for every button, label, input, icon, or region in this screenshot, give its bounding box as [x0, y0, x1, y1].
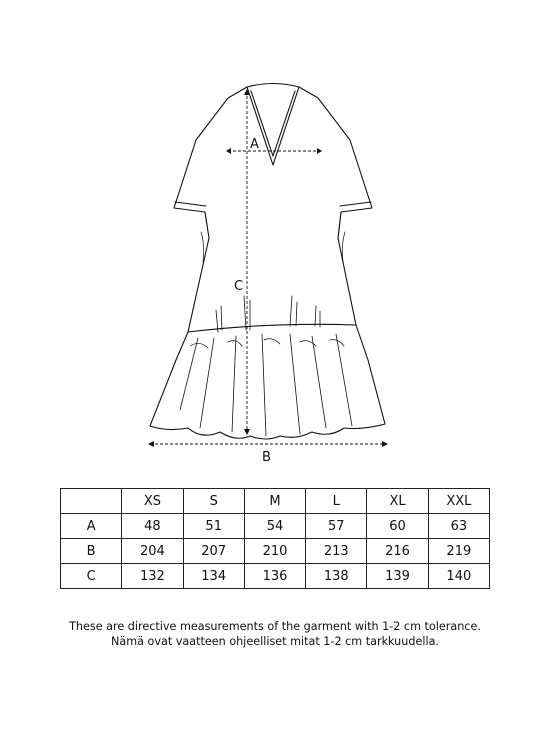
table-cell: 219: [428, 539, 489, 564]
tolerance-note-finnish: Nämä ovat vaatteen ohjeelliset mitat 1-2 cm tarkkuudella.: [111, 635, 439, 648]
table-cell: 134: [183, 564, 244, 589]
table-row: [61, 564, 490, 589]
table-cell: 213: [306, 539, 367, 564]
table-cell: 216: [367, 539, 428, 564]
tolerance-note-english: These are directive measurements of the garment with 1-2 cm tolerance.: [69, 620, 481, 633]
table-cell: 140: [428, 564, 489, 589]
measure-label-b: B: [262, 450, 271, 465]
header-cell: [61, 489, 122, 514]
row-label: A: [61, 514, 122, 539]
table-cell: 57: [306, 514, 367, 539]
tier-seam: [188, 324, 356, 332]
header-cell: XL: [367, 489, 428, 514]
measure-label-a: A: [250, 137, 259, 152]
neckline: [247, 84, 299, 166]
dress-right-side: [299, 87, 372, 325]
header-cell: M: [244, 489, 305, 514]
table-cell: 139: [367, 564, 428, 589]
row-label: C: [61, 564, 122, 589]
table-cell: 63: [428, 514, 489, 539]
header-cell: XXL: [428, 489, 489, 514]
size-chart-table: [60, 488, 490, 589]
table-cell: 54: [244, 514, 305, 539]
table-cell: 136: [244, 564, 305, 589]
row-label: B: [61, 539, 122, 564]
dress-left-side: [174, 87, 247, 332]
skirt-tier: [150, 325, 385, 439]
table-row: [61, 514, 490, 539]
table-cell: 204: [122, 539, 183, 564]
table-cell: 60: [367, 514, 428, 539]
table-cell: 48: [122, 514, 183, 539]
measure-label-c: C: [234, 279, 244, 294]
table-cell: 138: [306, 564, 367, 589]
header-cell: S: [183, 489, 244, 514]
table-cell: 132: [122, 564, 183, 589]
table-row: [61, 539, 490, 564]
table-cell: 51: [183, 514, 244, 539]
table-header-row: [61, 489, 490, 514]
header-cell: XS: [122, 489, 183, 514]
table-cell: 210: [244, 539, 305, 564]
header-cell: L: [306, 489, 367, 514]
table-cell: 207: [183, 539, 244, 564]
